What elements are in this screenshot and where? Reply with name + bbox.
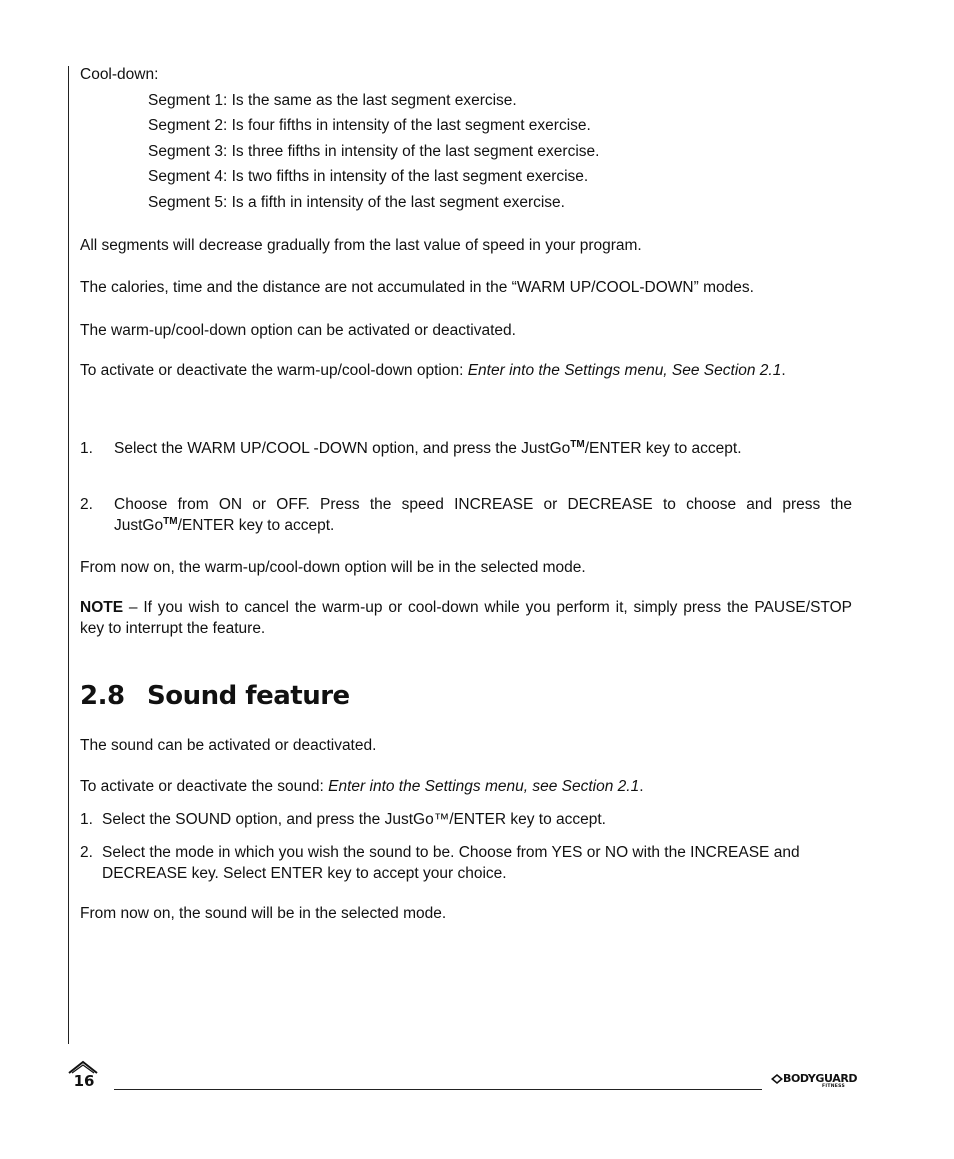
paragraph-calories: The calories, time and the distance are not accumulated in the “WARM UP/COOL-DOWN” modes.: [80, 279, 754, 296]
cooldown-segment-2: Segment 2: Is four fifths in intensity of the last segment exercise.: [148, 117, 591, 134]
activate-end: .: [781, 362, 786, 379]
warmup-step-1: [114, 438, 852, 459]
brand-logo: [771, 1072, 858, 1094]
paragraph-warmup-activate: [80, 360, 852, 381]
note-text: – If you wish to cancel the warm-up or cool-down while you perform it, simply press the PAUSE/STOP key to interrupt the feature.: [80, 599, 852, 637]
note-label: NOTE: [80, 599, 124, 616]
left-margin-rule: [68, 66, 69, 1044]
warmup-step-2-number: 2.: [80, 496, 93, 513]
sound-activate-instruction: Enter into the Settings menu, see Section 2.1: [328, 778, 640, 795]
trademark-mark: TM: [570, 439, 585, 450]
trademark-mark: TM: [163, 516, 178, 527]
step-2-text-a: Choose from ON or OFF. Press the speed INCREASE or DECREASE to choose and press the JustGo: [114, 496, 852, 534]
sound-activate-lead: To activate or deactivate the sound:: [80, 778, 329, 795]
diamond-icon: [771, 1074, 783, 1084]
paragraph-warmup-option: The warm-up/cool-down option can be activated or deactivated.: [80, 322, 516, 339]
sound-step-2: Select the mode in which you wish the sound to be. Choose from YES or NO with the INCREASE and DECREASE key. Select ENTER key to accept your choice.: [102, 844, 800, 882]
note-paragraph: [80, 597, 852, 639]
step-1-text-a: Select the WARM UP/COOL -DOWN option, and press the JustGo: [114, 440, 571, 457]
logo-subtext: FITNESS: [822, 1084, 846, 1089]
warmup-step-2: [114, 494, 852, 536]
section-title: Sound feature: [147, 681, 350, 711]
cooldown-segment-1: Segment 1: Is the same as the last segment exercise.: [148, 92, 517, 109]
paragraph-sound-now: From now on, the sound will be in the selected mode.: [80, 905, 447, 922]
sound-activate-end: .: [639, 778, 644, 795]
sound-step-1-number: 1.: [80, 811, 93, 828]
paragraph-sound-option: The sound can be activated or deactivated.: [80, 737, 377, 754]
activate-instruction: Enter into the Settings menu, See Section 2.1: [467, 362, 782, 379]
cooldown-label: Cool-down:: [80, 66, 159, 83]
section-number: 2.8: [80, 681, 125, 711]
cooldown-segment-4: Segment 4: Is two fifths in intensity of the last segment exercise.: [148, 168, 589, 185]
cooldown-segment-5: Segment 5: Is a fifth in intensity of the last segment exercise.: [148, 194, 565, 211]
logo-wordmark: BODYGUARD: [783, 1072, 858, 1085]
cooldown-segment-3: Segment 3: Is three fifths in intensity of the last segment exercise.: [148, 143, 600, 160]
step-2-text-b: /ENTER key to accept.: [177, 517, 335, 534]
sound-step-1: Select the SOUND option, and press the JustGo™/ENTER key to accept.: [102, 811, 606, 828]
page-number: 16: [73, 1072, 95, 1090]
section-heading: [80, 680, 350, 712]
footer-rule: [114, 1089, 762, 1090]
warmup-step-1-number: 1.: [80, 440, 93, 457]
sound-step-2-number: 2.: [80, 844, 93, 861]
paragraph-decrease: All segments will decrease gradually from the last value of speed in your program.: [80, 237, 642, 254]
paragraph-sound-activate: [80, 776, 852, 797]
paragraph-warmup-now: From now on, the warm-up/cool-down option will be in the selected mode.: [80, 559, 586, 576]
step-1-text-b: /ENTER key to accept.: [584, 440, 742, 457]
activate-lead: To activate or deactivate the warm-up/cool-down option:: [80, 362, 468, 379]
